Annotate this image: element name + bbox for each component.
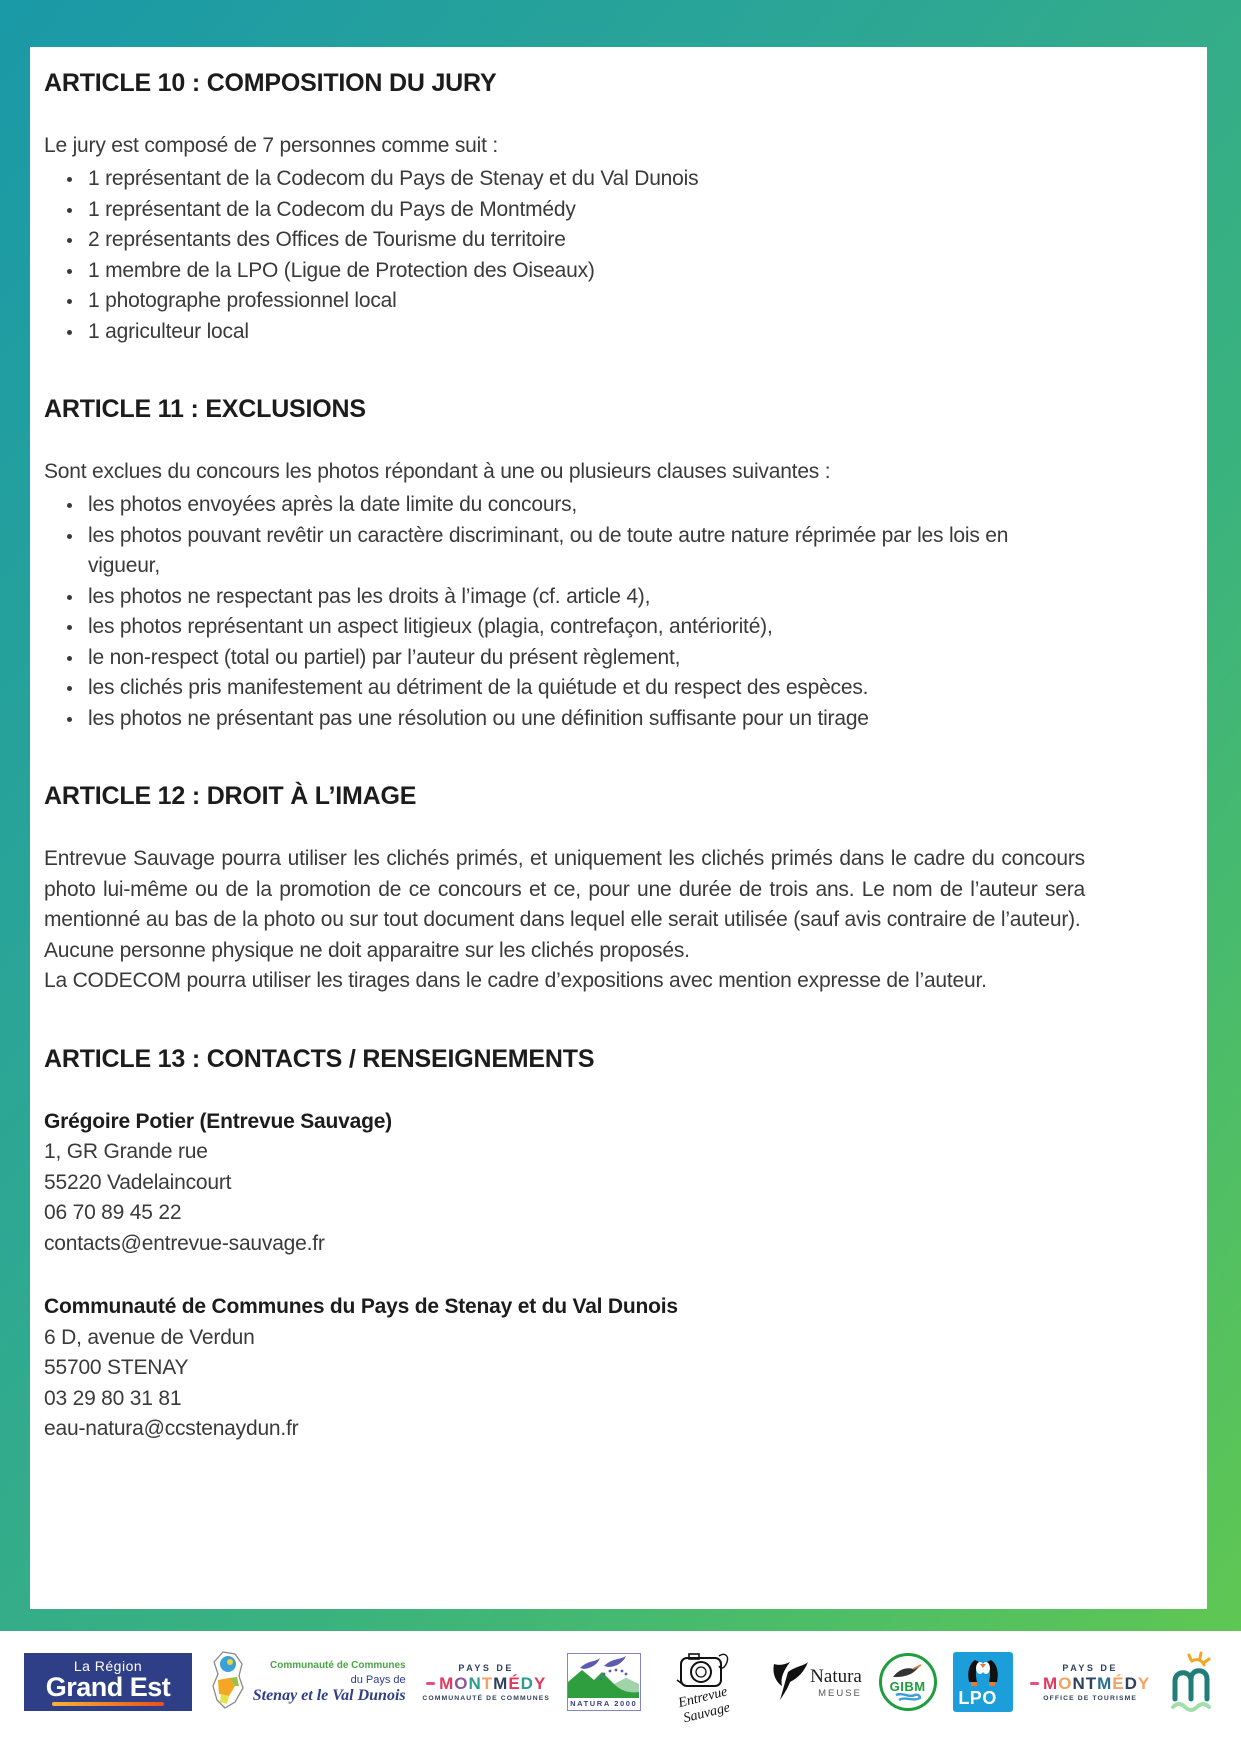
montmedy-ot-top-label: PAYS DE (1062, 1662, 1118, 1673)
logo-lpo (953, 1652, 1013, 1712)
list-item: • 1 représentant de la Codecom du Pays de Stenay et du Val Dunois (84, 164, 1085, 195)
stenay-logo-line1: Communauté de Communes (270, 1659, 406, 1671)
montmedy-cc-bottom-label: COMMUNAUTÉ DE COMMUNES (422, 1694, 551, 1702)
logo-gibm (879, 1653, 937, 1711)
contact-block-codecom (44, 1292, 1085, 1445)
logo-region-grand-est (24, 1653, 192, 1711)
montmedy-dash-icon (426, 1682, 435, 1685)
contact-email: contacts@entrevue-sauvage.fr (44, 1231, 325, 1255)
stenay-logo-line2: du Pays de (350, 1673, 406, 1686)
section-article-12 (44, 782, 1085, 997)
article-10-intro: Le jury est composé de 7 personnes comme suit : (44, 134, 498, 157)
puffins-icon (963, 1656, 1003, 1690)
natura-meuse-sub: MEUSE (818, 1687, 862, 1699)
grand-est-title: Grand Est (45, 1672, 171, 1702)
paragraph: La CODECOM pourra utiliser les tirages dans le cadre d’expositions avec mention expresse de l’auteur. (44, 969, 987, 992)
list-item: • les photos envoyées après la date limite du concours, (84, 490, 1085, 521)
document-content (30, 47, 1207, 1609)
list-item: • 1 membre de la LPO (Ligue de Protection des Oiseaux) (84, 256, 1085, 287)
section-article-11 (44, 395, 1085, 734)
contact-phone: 03 29 80 31 81 (44, 1386, 182, 1410)
natura-meuse-name: Natura (810, 1665, 862, 1687)
entrevue-sauvage-script: Entrevue Sauvage (677, 1684, 733, 1727)
river-icon (895, 1692, 921, 1702)
natura-2000-birds-icon (568, 1654, 639, 1698)
contact-name: Communauté de Communes du Pays de Stenay et du Val Dunois (44, 1295, 678, 1318)
article-12-heading: ARTICLE 12 : DROIT À L’IMAGE (44, 782, 417, 810)
contact-phone: 06 70 89 45 22 (44, 1201, 182, 1224)
paragraph: Aucune personne physique ne doit apparaitre sur les clichés proposés. (44, 938, 690, 962)
list-item: • le non-respect (total ou partiel) par l’auteur du présent règlement, (84, 643, 1085, 674)
list-item: • les photos ne respectant pas les droits à l’image (cf. article 4), (84, 582, 1085, 613)
montmedy-ot-bottom-label: OFFICE DE TOURISME (1043, 1694, 1137, 1702)
article-11-intro: Sont exclues du concours les photos répondant à une ou plusieurs clauses suivantes : (44, 460, 831, 483)
partner-logo-strip (0, 1631, 1241, 1755)
logo-entrevue-sauvage (657, 1650, 753, 1727)
logo-natura-2000 (567, 1653, 641, 1711)
list-item: • 1 représentant de la Codecom du Pays de Montmédy (84, 195, 1085, 226)
montmedy-cc-name: MONTMÉDY (439, 1673, 547, 1693)
grand-est-underline (52, 1702, 164, 1706)
gibm-emblem (879, 1653, 937, 1711)
list-item: • les photos représentant un aspect litigieux (plagia, contrefaçon, antériorité), (84, 612, 1085, 643)
list-item: • 2 représentants des Offices de Tourisme du territoire (84, 225, 1085, 256)
lpo-acronym: LPO (958, 1688, 997, 1708)
logo-pays-de-montmedy-ot (1030, 1663, 1150, 1702)
contact-address-line: 6 D, avenue de Verdun (44, 1325, 255, 1349)
natura-2000-emblem (567, 1653, 641, 1711)
list-item: • les clichés pris manifestement au détriment de la quiétude et du respect des espèces. (84, 673, 1085, 704)
paragraph: Entrevue Sauvage pourra utiliser les clichés primés, et uniquement les clichés primés dans le cadre du concours photo lui-même ou de la promotion de ce concours et ce, pour une durée de trois ans. Le nom de l’auteur sera mentionné au bas de la photo ou sur tout document dans lequel elle serait utilisée (sauf avis contraire de l’auteur). (44, 847, 1085, 931)
section-article-13 (44, 1045, 1085, 1445)
logo-meuse-monogram (1167, 1651, 1217, 1713)
lpo-emblem (953, 1652, 1013, 1712)
stenay-logo-text (253, 1660, 406, 1705)
article-13-heading: ARTICLE 13 : CONTACTS / RENSEIGNEMENTS (44, 1044, 595, 1073)
grand-est-subtitle: La Région (73, 1658, 143, 1674)
list-item: • 1 photographe professionnel local (84, 286, 1085, 317)
grand-est-box (24, 1653, 192, 1711)
list-item: • 1 agriculteur local (84, 317, 1085, 348)
stenay-map-icon (209, 1650, 247, 1715)
section-article-10 (44, 69, 1085, 347)
natura-meuse-text (810, 1666, 862, 1699)
swallow-icon (770, 1656, 808, 1709)
montmedy-ot-name: MONTMÉDY (1043, 1673, 1151, 1693)
article-11-heading: ARTICLE 11 : EXCLUSIONS (44, 395, 366, 423)
contact-block-entrevue (44, 1107, 1085, 1260)
montmedy-cc-top-label: PAYS DE (458, 1662, 514, 1673)
logo-natura-meuse (770, 1656, 862, 1709)
contact-address-line: 1, GR Grande rue (44, 1140, 208, 1163)
article-11-list (44, 490, 1085, 734)
montmedy-dash-icon (1030, 1682, 1039, 1685)
meuse-m-icon (1167, 1651, 1217, 1713)
contact-name: Grégoire Potier (Entrevue Sauvage) (44, 1109, 392, 1133)
contact-email: eau-natura@ccstenaydun.fr (44, 1417, 299, 1440)
list-item: • les photos ne présentant pas une résolution ou une définition suffisante pour un tirage (84, 704, 1085, 735)
article-10-list (44, 164, 1085, 347)
gibm-acronym: GIBM (889, 1678, 926, 1694)
contact-address-line: 55700 STENAY (44, 1356, 189, 1379)
logo-codecom-stenay-val-dunois (209, 1650, 406, 1715)
contact-address-line: 55220 Vadelaincourt (44, 1170, 232, 1194)
logo-pays-de-montmedy-cc (422, 1663, 550, 1702)
stork-icon (891, 1663, 925, 1681)
natura-2000-caption: NATURA 2000 (570, 1699, 638, 1708)
stenay-logo-line3: Stenay et le Val Dunois (252, 1686, 406, 1704)
article-10-heading: ARTICLE 10 : COMPOSITION DU JURY (44, 69, 497, 97)
list-item: • les photos pouvant revêtir un caractère discriminant, ou de toute autre nature réprimée par les lois en vigueur, (84, 521, 1085, 582)
